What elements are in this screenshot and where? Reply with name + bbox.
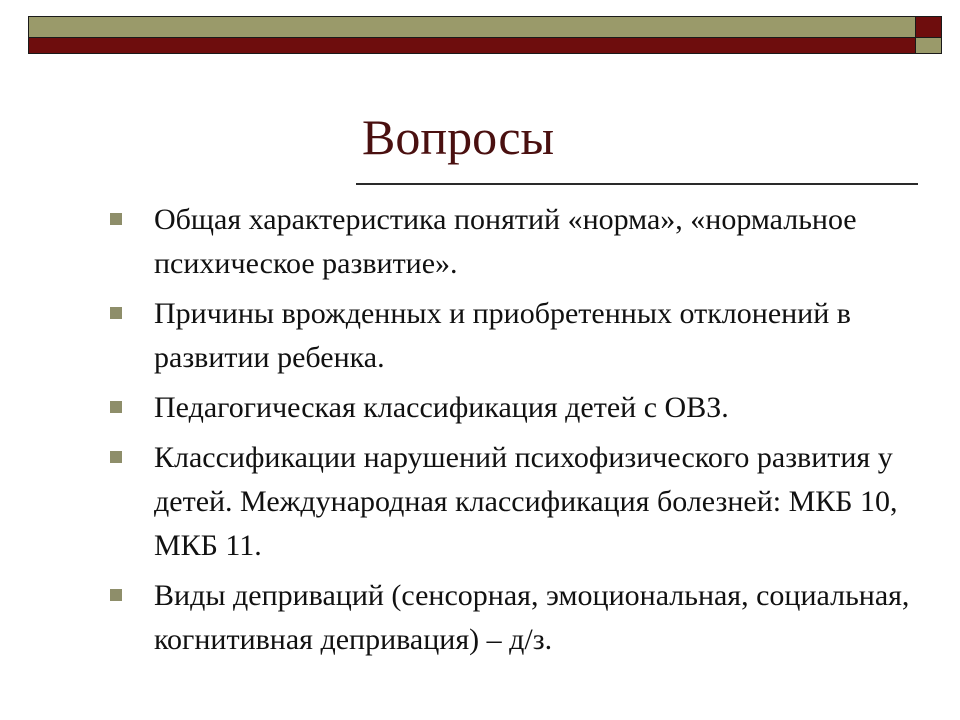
bullet-text: Виды деприваций (сенсорная, эмоциональная, социальная, когнитивная депривация) – д/з. bbox=[154, 579, 910, 656]
header-bar-red bbox=[28, 38, 916, 54]
slide-title: Вопросы bbox=[362, 109, 555, 165]
bullet-text: Педагогическая классификация детей с ОВЗ. bbox=[154, 391, 729, 424]
square-bullet-icon bbox=[110, 213, 122, 225]
bullet-item bbox=[106, 198, 926, 286]
header-corner-olive bbox=[916, 38, 942, 54]
bullet-text: Причины врожденных и приобретенных отклонений в развитии ребенка. bbox=[154, 297, 851, 374]
bullet-list bbox=[106, 198, 926, 668]
header-bar-olive bbox=[28, 16, 916, 38]
square-bullet-icon bbox=[110, 451, 122, 463]
square-bullet-icon bbox=[110, 401, 122, 413]
header-corner-red bbox=[916, 16, 942, 38]
bullet-item bbox=[106, 574, 926, 662]
bullet-text: Общая характеристика понятий «норма», «нормальное психическое развитие». bbox=[154, 203, 857, 280]
square-bullet-icon bbox=[110, 307, 122, 319]
title-underline bbox=[356, 183, 918, 185]
bullet-text: Классификации нарушений психофизического развития у детей. Международная классификация болезней: МКБ 10, МКБ 11. bbox=[154, 441, 898, 562]
square-bullet-icon bbox=[110, 589, 122, 601]
bullet-item bbox=[106, 386, 926, 430]
bullet-item bbox=[106, 436, 926, 568]
bullet-item bbox=[106, 292, 926, 380]
